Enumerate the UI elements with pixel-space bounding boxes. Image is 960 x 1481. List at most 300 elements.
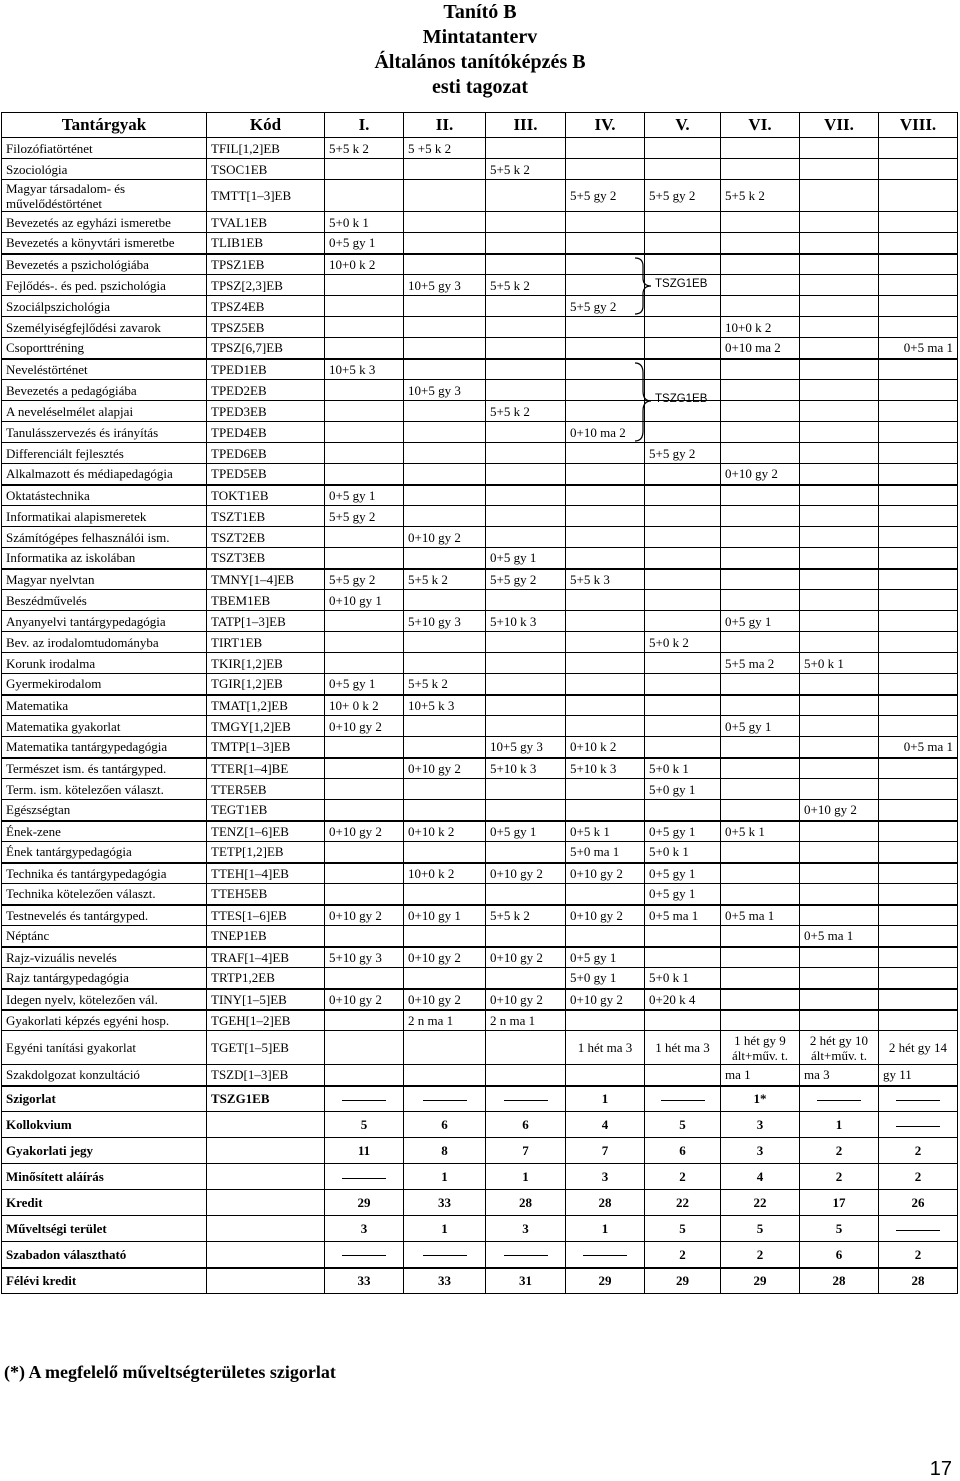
- summary-value: 2: [879, 1242, 958, 1268]
- dash-mark: [817, 1100, 861, 1101]
- semester-cell: [800, 443, 879, 464]
- summary-value: 26: [879, 1190, 958, 1216]
- subject-code: TPSZ[2,3]EB: [207, 275, 325, 296]
- semester-cell: [721, 138, 800, 159]
- subject-code: TRAF[1–4]EB: [207, 947, 325, 968]
- subject-code: TLIB1EB: [207, 233, 325, 254]
- subject-row: [2, 233, 958, 254]
- header-cell: II.: [404, 113, 486, 138]
- subject-code: TGEH[1–2]EB: [207, 1010, 325, 1031]
- summary-value: 28: [800, 1268, 879, 1294]
- semester-cell: [325, 296, 404, 317]
- subject-row: [2, 138, 958, 159]
- header-cell: V.: [645, 113, 721, 138]
- summary-value: 2: [645, 1164, 721, 1190]
- semester-cell: [879, 464, 958, 485]
- subject-code: TMTP[1–3]EB: [207, 737, 325, 758]
- summary-value: 5: [325, 1112, 404, 1138]
- dash-mark: [896, 1230, 940, 1231]
- semester-cell: [800, 401, 879, 422]
- semester-cell: [721, 926, 800, 947]
- semester-cell: [800, 632, 879, 653]
- summary-value: [404, 1242, 486, 1268]
- semester-cell: [566, 779, 645, 800]
- semester-cell: [721, 863, 800, 884]
- subject-row: [2, 212, 958, 233]
- summary-value: 6: [645, 1138, 721, 1164]
- semester-cell: [800, 569, 879, 590]
- brace-label: TSZG1EB: [655, 277, 708, 290]
- subject-row: [2, 632, 958, 653]
- semester-cell: ma 1: [721, 1065, 800, 1086]
- semester-cell: 5+5 gy 2: [566, 180, 645, 212]
- summary-value: 5: [721, 1216, 800, 1242]
- semester-cell: [325, 401, 404, 422]
- semester-cell: [879, 159, 958, 180]
- semester-cell: [486, 926, 566, 947]
- subject-row: [2, 401, 958, 422]
- semester-cell: [566, 632, 645, 653]
- semester-cell: [800, 968, 879, 989]
- semester-cell: [879, 842, 958, 863]
- dash-mark: [342, 1255, 386, 1256]
- subject-row: [2, 590, 958, 611]
- summary-row: [2, 1242, 958, 1268]
- semester-cell: [645, 506, 721, 527]
- semester-cell: [800, 548, 879, 569]
- semester-cell: 10+5 k 3: [404, 695, 486, 716]
- summary-value: [325, 1086, 404, 1112]
- subject-row: [2, 1010, 958, 1031]
- semester-cell: [404, 1031, 486, 1065]
- semester-cell: 0+10 gy 2: [486, 989, 566, 1010]
- summary-code: [207, 1164, 325, 1190]
- semester-cell: [486, 359, 566, 380]
- semester-cell: [404, 716, 486, 737]
- semester-cell: 2 n ma 1: [404, 1010, 486, 1031]
- semester-cell: [404, 401, 486, 422]
- summary-value: 4: [721, 1164, 800, 1190]
- summary-value: [486, 1086, 566, 1112]
- semester-cell: [879, 779, 958, 800]
- summary-value: 29: [325, 1190, 404, 1216]
- summary-value: 28: [486, 1190, 566, 1216]
- semester-cell: 10+5 k 3: [325, 359, 404, 380]
- semester-cell: [879, 947, 958, 968]
- dash-mark: [583, 1255, 627, 1256]
- semester-cell: 0+10 gy 2: [404, 947, 486, 968]
- semester-cell: [325, 800, 404, 821]
- subject-name: Anyanyelvi tantárgypedagógia: [2, 611, 207, 632]
- semester-cell: [800, 159, 879, 180]
- summary-value: [566, 1242, 645, 1268]
- summary-code: [207, 1190, 325, 1216]
- summary-row: [2, 1086, 958, 1112]
- summary-value: 1*: [721, 1086, 800, 1112]
- semester-cell: [879, 138, 958, 159]
- summary-value: 8: [404, 1138, 486, 1164]
- summary-value: 33: [404, 1268, 486, 1294]
- brace-label: TSZG1EB: [655, 392, 708, 405]
- semester-cell: [325, 527, 404, 548]
- subject-name: Természet ism. és tantárgyped.: [2, 758, 207, 779]
- semester-cell: [486, 422, 566, 443]
- semester-cell: 10+0 k 2: [721, 317, 800, 338]
- semester-cell: [404, 443, 486, 464]
- subject-row: [2, 800, 958, 821]
- semester-cell: [645, 716, 721, 737]
- semester-cell: 10+0 k 2: [404, 863, 486, 884]
- semester-cell: [486, 296, 566, 317]
- semester-cell: [879, 443, 958, 464]
- subject-name: Technika kötelezően választ.: [2, 884, 207, 905]
- semester-cell: [800, 233, 879, 254]
- semester-cell: [800, 317, 879, 338]
- subject-code: TGIR[1,2]EB: [207, 674, 325, 695]
- subject-code: TMNY[1–4]EB: [207, 569, 325, 590]
- semester-cell: [486, 1065, 566, 1086]
- semester-cell: [566, 611, 645, 632]
- semester-cell: 0+10 k 2: [404, 821, 486, 842]
- semester-cell: [325, 611, 404, 632]
- semester-cell: [800, 884, 879, 905]
- semester-cell: [721, 254, 800, 275]
- subject-code: TMTT[1–3]EB: [207, 180, 325, 212]
- semester-cell: 0+20 k 4: [645, 989, 721, 1010]
- header-cell: III.: [486, 113, 566, 138]
- semester-cell: [404, 212, 486, 233]
- semester-cell: 0+10 gy 2: [486, 947, 566, 968]
- summary-label: Gyakorlati jegy: [2, 1138, 207, 1164]
- semester-cell: [325, 737, 404, 758]
- subject-name: Néptánc: [2, 926, 207, 947]
- subject-code: TPED2EB: [207, 380, 325, 401]
- dash-mark: [896, 1100, 940, 1101]
- semester-cell: 5+10 k 3: [486, 611, 566, 632]
- semester-cell: [486, 464, 566, 485]
- semester-cell: [566, 233, 645, 254]
- semester-cell: 10+ 0 k 2: [325, 695, 404, 716]
- subject-code: TTER[1–4]BE: [207, 758, 325, 779]
- subject-name: Ének tantárgypedagógia: [2, 842, 207, 863]
- summary-value: 7: [566, 1138, 645, 1164]
- summary-value: [404, 1086, 486, 1112]
- subject-row: [2, 695, 958, 716]
- semester-cell: [721, 737, 800, 758]
- semester-cell: 5+5 k 2: [404, 674, 486, 695]
- semester-cell: [645, 527, 721, 548]
- semester-cell: [566, 653, 645, 674]
- semester-cell: [800, 905, 879, 926]
- subject-row: [2, 947, 958, 968]
- semester-cell: [800, 590, 879, 611]
- semester-cell: [566, 527, 645, 548]
- subject-row: [2, 674, 958, 695]
- subject-name: Korunk irodalma: [2, 653, 207, 674]
- semester-cell: [325, 926, 404, 947]
- semester-cell: [721, 296, 800, 317]
- semester-cell: [486, 380, 566, 401]
- semester-cell: [486, 317, 566, 338]
- semester-cell: [800, 138, 879, 159]
- semester-cell: [486, 180, 566, 212]
- semester-cell: [645, 611, 721, 632]
- semester-cell: [404, 180, 486, 212]
- semester-cell: 5+5 gy 2: [325, 506, 404, 527]
- subject-code: TOKT1EB: [207, 485, 325, 506]
- subject-code: TIRT1EB: [207, 632, 325, 653]
- semester-cell: 0+10 gy 2: [566, 989, 645, 1010]
- subject-name: Bevezetés a pedagógiába: [2, 380, 207, 401]
- dash-mark: [661, 1100, 705, 1101]
- subject-name: Rajz tantárgypedagógia: [2, 968, 207, 989]
- semester-cell: [566, 674, 645, 695]
- semester-cell: 0+10 gy 2: [566, 863, 645, 884]
- subject-name: Tanulásszervezés és irányítás: [2, 422, 207, 443]
- semester-cell: [721, 422, 800, 443]
- subject-code: TTES[1–6]EB: [207, 905, 325, 926]
- subject-row: [2, 716, 958, 737]
- semester-cell: [404, 653, 486, 674]
- semester-cell: [404, 842, 486, 863]
- semester-cell: [879, 674, 958, 695]
- semester-cell: [800, 254, 879, 275]
- subject-row: [2, 548, 958, 569]
- semester-cell: 1 hét ma 3: [645, 1031, 721, 1065]
- semester-cell: 10+5 gy 3: [486, 737, 566, 758]
- semester-cell: [404, 926, 486, 947]
- summary-value: 17: [800, 1190, 879, 1216]
- semester-cell: [800, 338, 879, 359]
- semester-cell: 5+5 k 2: [721, 180, 800, 212]
- subject-code: TINY[1–5]EB: [207, 989, 325, 1010]
- semester-cell: [800, 821, 879, 842]
- semester-cell: 0+5 gy 1: [486, 548, 566, 569]
- subject-row: [2, 254, 958, 275]
- summary-value: 6: [800, 1242, 879, 1268]
- semester-cell: [486, 842, 566, 863]
- dash-mark: [342, 1178, 386, 1179]
- summary-code: [207, 1268, 325, 1294]
- semester-cell: 5+5 k 2: [325, 138, 404, 159]
- summary-value: 2: [879, 1138, 958, 1164]
- subject-code: TETP[1,2]EB: [207, 842, 325, 863]
- semester-cell: 10+5 gy 3: [404, 275, 486, 296]
- curriculum-table: [1, 112, 958, 1294]
- subject-code: TTER5EB: [207, 779, 325, 800]
- summary-label: Kredit: [2, 1190, 207, 1216]
- semester-cell: [325, 1065, 404, 1086]
- semester-cell: 5+10 k 3: [486, 758, 566, 779]
- subject-code: TTEH5EB: [207, 884, 325, 905]
- semester-cell: 0+10 gy 1: [404, 905, 486, 926]
- semester-cell: [404, 590, 486, 611]
- summary-value: 11: [325, 1138, 404, 1164]
- subject-code: TPSZ5EB: [207, 317, 325, 338]
- semester-cell: [721, 485, 800, 506]
- semester-cell: [566, 716, 645, 737]
- semester-cell: [645, 737, 721, 758]
- subject-name: Rajz-vizuális nevelés: [2, 947, 207, 968]
- subject-name: Személyiségfejlődési zavarok: [2, 317, 207, 338]
- semester-cell: 0+10 gy 2: [404, 758, 486, 779]
- semester-cell: [879, 359, 958, 380]
- semester-cell: [879, 317, 958, 338]
- subject-name: Technika és tantárgypedagógia: [2, 863, 207, 884]
- subject-name: Számítógépes felhasználói ism.: [2, 527, 207, 548]
- subject-code: TPED1EB: [207, 359, 325, 380]
- subject-name: Bevezetés a pszichológiába: [2, 254, 207, 275]
- subject-name: Bevezetés a könyvtári ismeretbe: [2, 233, 207, 254]
- semester-cell: 5+5 gy 2: [645, 443, 721, 464]
- subject-code: TATP[1–3]EB: [207, 611, 325, 632]
- semester-cell: [566, 590, 645, 611]
- subject-name: Magyar társadalom- és művelődéstörténet: [2, 180, 207, 212]
- semester-cell: 0+5 gy 1: [645, 884, 721, 905]
- semester-cell: 0+10 gy 2: [325, 905, 404, 926]
- header-cell: I.: [325, 113, 404, 138]
- semester-cell: [645, 569, 721, 590]
- subject-row: [2, 905, 958, 926]
- semester-cell: [566, 317, 645, 338]
- subject-row: [2, 338, 958, 359]
- semester-cell: [800, 611, 879, 632]
- semester-cell: gy 11: [879, 1065, 958, 1086]
- subject-code: TRTP1,2EB: [207, 968, 325, 989]
- semester-cell: [404, 254, 486, 275]
- subject-code: TPED3EB: [207, 401, 325, 422]
- semester-cell: [800, 380, 879, 401]
- szigorlat-brace-psychology: [633, 256, 723, 316]
- semester-cell: 1 hét ma 3: [566, 1031, 645, 1065]
- subject-row: [2, 485, 958, 506]
- dash-mark: [896, 1126, 940, 1127]
- subject-row: [2, 569, 958, 590]
- semester-cell: [879, 180, 958, 212]
- subject-row: [2, 989, 958, 1010]
- subject-name: Fejlődés-. és ped. pszichológia: [2, 275, 207, 296]
- subject-row: [2, 737, 958, 758]
- semester-cell: 5+10 gy 3: [404, 611, 486, 632]
- header-cell: VIII.: [879, 113, 958, 138]
- semester-cell: [879, 569, 958, 590]
- semester-cell: [645, 233, 721, 254]
- semester-cell: 0+10 ma 2: [721, 338, 800, 359]
- semester-cell: 2 n ma 1: [486, 1010, 566, 1031]
- subject-row: [2, 422, 958, 443]
- summary-value: 3: [486, 1216, 566, 1242]
- semester-cell: [879, 989, 958, 1010]
- subject-row: [2, 275, 958, 296]
- semester-cell: [879, 611, 958, 632]
- summary-label: Szigorlat: [2, 1086, 207, 1112]
- semester-cell: [879, 821, 958, 842]
- semester-cell: [800, 485, 879, 506]
- semester-cell: [721, 884, 800, 905]
- subject-name: Informatika az iskolában: [2, 548, 207, 569]
- brace-icon: [633, 256, 655, 316]
- semester-cell: [800, 506, 879, 527]
- semester-cell: 0+5 ma 1: [879, 737, 958, 758]
- title-line-3: Általános tanítóképzés B: [374, 51, 586, 73]
- semester-cell: [721, 947, 800, 968]
- summary-row: [2, 1112, 958, 1138]
- semester-cell: [486, 1031, 566, 1065]
- semester-cell: [404, 338, 486, 359]
- header-cell: VI.: [721, 113, 800, 138]
- semester-cell: [566, 884, 645, 905]
- subject-code: TFIL[1,2]EB: [207, 138, 325, 159]
- summary-value: [325, 1242, 404, 1268]
- subject-row: [2, 443, 958, 464]
- semester-cell: 5+5 k 2: [404, 569, 486, 590]
- subject-code: TMAT[1,2]EB: [207, 695, 325, 716]
- semester-cell: [404, 737, 486, 758]
- summary-value: 5: [645, 1112, 721, 1138]
- semester-cell: [566, 338, 645, 359]
- semester-cell: [325, 632, 404, 653]
- semester-cell: [486, 338, 566, 359]
- summary-value: 29: [645, 1268, 721, 1294]
- semester-cell: 0+5 gy 1: [486, 821, 566, 842]
- semester-cell: 5+5 k 2: [486, 275, 566, 296]
- subject-code: TMGY[1,2]EB: [207, 716, 325, 737]
- semester-cell: 0+5 k 1: [721, 821, 800, 842]
- semester-cell: [566, 1010, 645, 1031]
- semester-cell: [325, 779, 404, 800]
- semester-cell: 0+5 gy 1: [325, 233, 404, 254]
- subject-code: TSZT3EB: [207, 548, 325, 569]
- semester-cell: [645, 548, 721, 569]
- semester-cell: [566, 506, 645, 527]
- semester-cell: [325, 180, 404, 212]
- semester-cell: 0+10 gy 2: [800, 800, 879, 821]
- semester-cell: [879, 275, 958, 296]
- semester-cell: [800, 842, 879, 863]
- subject-name: Bevezetés az egyházi ismeretbe: [2, 212, 207, 233]
- semester-cell: [879, 1010, 958, 1031]
- semester-cell: [800, 947, 879, 968]
- summary-value: [800, 1086, 879, 1112]
- subject-code: TSZD[1–3]EB: [207, 1065, 325, 1086]
- subject-code: TENZ[1–6]EB: [207, 821, 325, 842]
- summary-value: 7: [486, 1138, 566, 1164]
- summary-value: 3: [721, 1138, 800, 1164]
- semester-cell: 0+10 gy 2: [721, 464, 800, 485]
- semester-cell: 5+0 k 1: [325, 212, 404, 233]
- semester-cell: 10+0 k 2: [325, 254, 404, 275]
- semester-cell: 0+10 gy 2: [325, 821, 404, 842]
- semester-cell: [566, 464, 645, 485]
- semester-cell: 5+5 gy 2: [645, 180, 721, 212]
- subject-row: [2, 968, 958, 989]
- subject-code: TPSZ4EB: [207, 296, 325, 317]
- semester-cell: [879, 695, 958, 716]
- semester-cell: 5+5 k 2: [486, 159, 566, 180]
- summary-value: 2: [879, 1164, 958, 1190]
- dash-mark: [423, 1100, 467, 1101]
- semester-cell: [645, 590, 721, 611]
- semester-cell: [486, 233, 566, 254]
- subject-code: TPED6EB: [207, 443, 325, 464]
- semester-cell: [325, 422, 404, 443]
- semester-cell: [325, 380, 404, 401]
- subject-row: [2, 926, 958, 947]
- semester-cell: 10+5 gy 3: [404, 380, 486, 401]
- summary-code: TSZG1EB: [207, 1086, 325, 1112]
- semester-cell: 2 hét gy 10 ált+műv. t.: [800, 1031, 879, 1065]
- semester-cell: [645, 159, 721, 180]
